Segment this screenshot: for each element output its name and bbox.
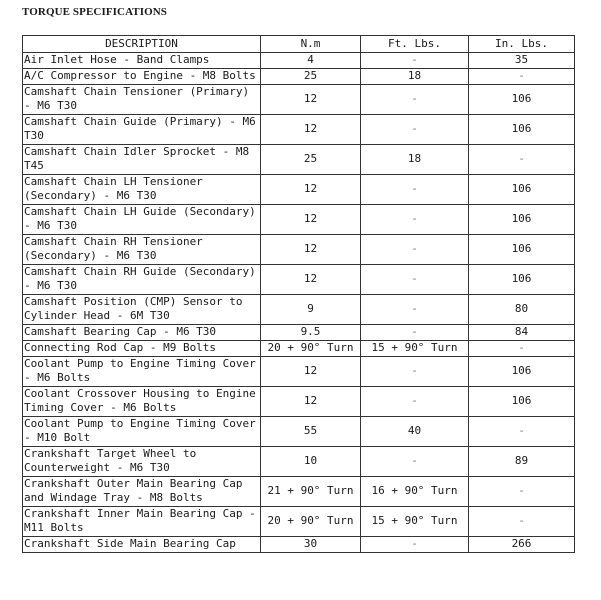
row-description: Camshaft Chain RH Guide (Secondary) - M6 T30 [23, 265, 261, 295]
row-nm: 20 + 90° Turn [261, 507, 361, 537]
row-in-lbs: 106 [469, 265, 575, 295]
table-row [23, 357, 575, 387]
table-row [23, 69, 575, 85]
row-ft-lbs: - [361, 357, 469, 387]
table-row [23, 235, 575, 265]
header-ft-lbs: Ft. Lbs. [361, 36, 469, 53]
table-row [23, 477, 575, 507]
table-row [23, 341, 575, 357]
row-description: Crankshaft Side Main Bearing Cap [23, 537, 261, 553]
row-description: Crankshaft Outer Main Bearing Cap and Windage Tray - M8 Bolts [23, 477, 261, 507]
row-description: Camshaft Chain LH Guide (Secondary) - M6 T30 [23, 205, 261, 235]
row-nm: 10 [261, 447, 361, 477]
row-in-lbs: 106 [469, 115, 575, 145]
row-ft-lbs: 15 + 90° Turn [361, 507, 469, 537]
row-nm: 12 [261, 115, 361, 145]
row-nm: 12 [261, 175, 361, 205]
row-in-lbs: 80 [469, 295, 575, 325]
table-row [23, 507, 575, 537]
row-ft-lbs: 40 [361, 417, 469, 447]
table-row [23, 387, 575, 417]
row-description: A/C Compressor to Engine - M8 Bolts [23, 69, 261, 85]
row-description: Air Inlet Hose - Band Clamps [23, 53, 261, 69]
table-row [23, 417, 575, 447]
row-in-lbs: 106 [469, 175, 575, 205]
row-in-lbs: - [469, 69, 575, 85]
row-ft-lbs: - [361, 115, 469, 145]
row-nm: 12 [261, 387, 361, 417]
row-ft-lbs: 16 + 90° Turn [361, 477, 469, 507]
row-nm: 21 + 90° Turn [261, 477, 361, 507]
row-in-lbs: 106 [469, 387, 575, 417]
row-ft-lbs: - [361, 235, 469, 265]
row-description: Camshaft Bearing Cap - M6 T30 [23, 325, 261, 341]
row-nm: 55 [261, 417, 361, 447]
page-title: TORQUE SPECIFICATIONS [22, 6, 168, 18]
row-ft-lbs: - [361, 205, 469, 235]
row-in-lbs: - [469, 477, 575, 507]
table-row [23, 325, 575, 341]
header-description: DESCRIPTION [23, 36, 261, 53]
row-in-lbs: - [469, 507, 575, 537]
row-description: Crankshaft Inner Main Bearing Cap - M11 Bolts [23, 507, 261, 537]
row-description: Camshaft Chain RH Tensioner (Secondary) - M6 T30 [23, 235, 261, 265]
row-ft-lbs: - [361, 175, 469, 205]
table-header-row [23, 36, 575, 53]
row-nm: 25 [261, 69, 361, 85]
row-description: Camshaft Chain Guide (Primary) - M6 T30 [23, 115, 261, 145]
row-in-lbs: 106 [469, 235, 575, 265]
row-nm: 12 [261, 357, 361, 387]
table-row [23, 265, 575, 295]
row-description: Camshaft Position (CMP) Sensor to Cylinder Head - 6M T30 [23, 295, 261, 325]
row-ft-lbs: 15 + 90° Turn [361, 341, 469, 357]
row-nm: 30 [261, 537, 361, 553]
torque-spec-table [22, 35, 575, 553]
row-description: Crankshaft Target Wheel to Counterweight - M6 T30 [23, 447, 261, 477]
row-description: Camshaft Chain Tensioner (Primary) - M6 T30 [23, 85, 261, 115]
table-row [23, 205, 575, 235]
row-in-lbs: - [469, 417, 575, 447]
row-in-lbs: - [469, 145, 575, 175]
table-row [23, 145, 575, 175]
row-ft-lbs: - [361, 325, 469, 341]
table-row [23, 115, 575, 145]
row-ft-lbs: - [361, 265, 469, 295]
row-nm: 12 [261, 85, 361, 115]
row-in-lbs: 35 [469, 53, 575, 69]
row-description: Camshaft Chain Idler Sprocket - M8 T45 [23, 145, 261, 175]
header-in-lbs: In. Lbs. [469, 36, 575, 53]
table-row [23, 447, 575, 477]
table-row [23, 85, 575, 115]
row-description: Coolant Crossover Housing to Engine Timing Cover - M6 Bolts [23, 387, 261, 417]
header-nm: N.m [261, 36, 361, 53]
row-ft-lbs: - [361, 447, 469, 477]
row-description: Coolant Pump to Engine Timing Cover - M10 Bolt [23, 417, 261, 447]
table-row [23, 295, 575, 325]
row-in-lbs: 106 [469, 357, 575, 387]
row-nm: 12 [261, 235, 361, 265]
table-row [23, 537, 575, 553]
row-ft-lbs: 18 [361, 145, 469, 175]
row-ft-lbs: - [361, 53, 469, 69]
row-in-lbs: 266 [469, 537, 575, 553]
row-nm: 12 [261, 205, 361, 235]
row-nm: 4 [261, 53, 361, 69]
row-ft-lbs: - [361, 85, 469, 115]
row-nm: 9 [261, 295, 361, 325]
row-nm: 20 + 90° Turn [261, 341, 361, 357]
row-ft-lbs: 18 [361, 69, 469, 85]
table-row [23, 175, 575, 205]
row-in-lbs: 106 [469, 85, 575, 115]
row-in-lbs: 89 [469, 447, 575, 477]
row-in-lbs: - [469, 341, 575, 357]
row-in-lbs: 84 [469, 325, 575, 341]
row-nm: 12 [261, 265, 361, 295]
row-nm: 25 [261, 145, 361, 175]
row-description: Camshaft Chain LH Tensioner (Secondary) - M6 T30 [23, 175, 261, 205]
row-ft-lbs: - [361, 295, 469, 325]
row-in-lbs: 106 [469, 205, 575, 235]
row-description: Coolant Pump to Engine Timing Cover - M6 Bolts [23, 357, 261, 387]
row-ft-lbs: - [361, 387, 469, 417]
row-ft-lbs: - [361, 537, 469, 553]
row-description: Connecting Rod Cap - M9 Bolts [23, 341, 261, 357]
table-row [23, 53, 575, 69]
row-nm: 9.5 [261, 325, 361, 341]
